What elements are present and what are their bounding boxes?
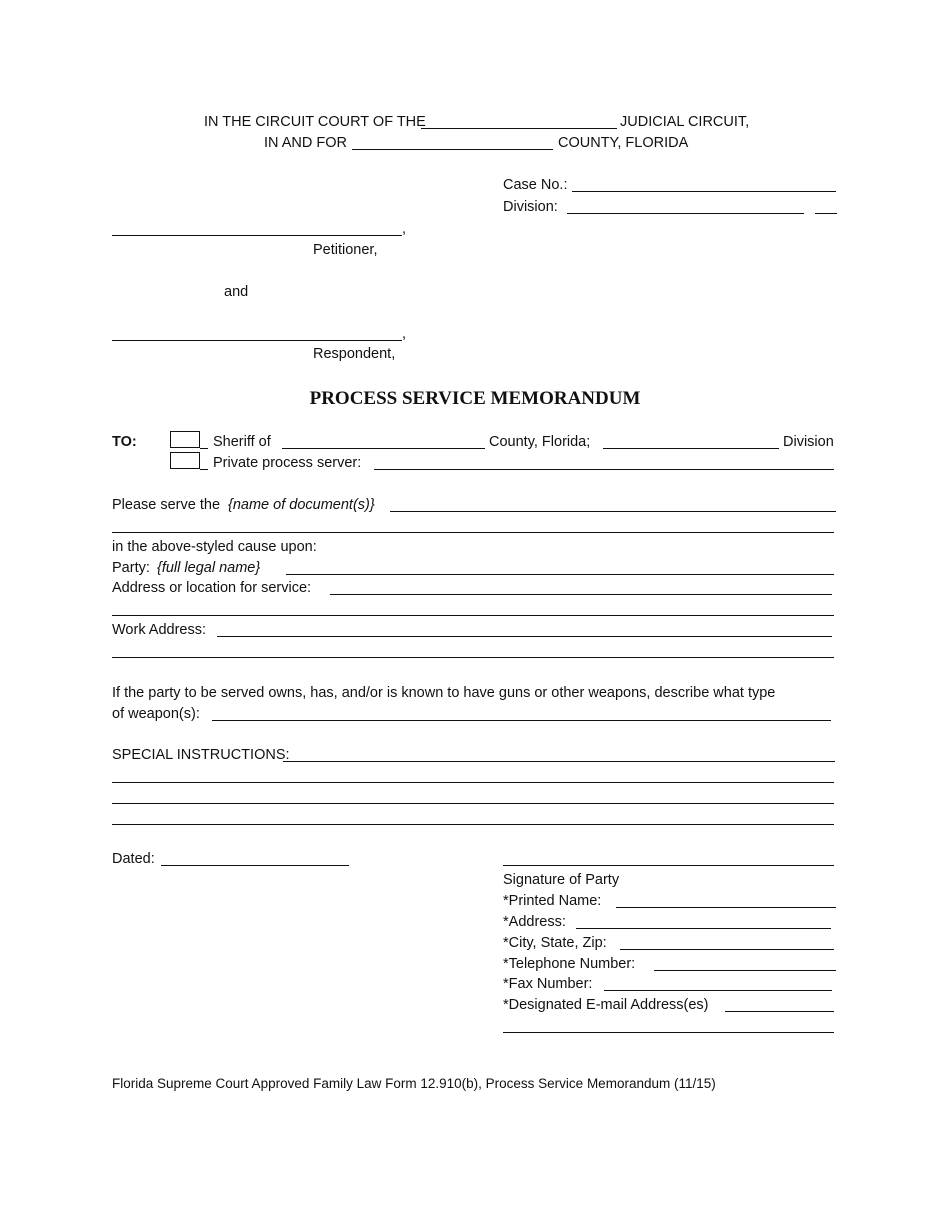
work-address-label: Work Address: — [112, 622, 207, 638]
weapons-question: If the party to be served owns, has, and/or is known to have guns or other weapons, describe what type — [112, 685, 776, 701]
petitioner-comma: , — [402, 221, 407, 237]
printed-name-blank[interactable] — [616, 907, 836, 908]
judicial-circuit-blank[interactable] — [421, 128, 617, 129]
signature-line[interactable] — [503, 865, 834, 866]
email-blank-2[interactable] — [503, 1032, 834, 1033]
signature-label: Signature of Party — [503, 872, 620, 888]
address-location-blank-2[interactable] — [112, 615, 834, 616]
party-name-blank[interactable] — [286, 574, 834, 575]
respondent-name-blank[interactable] — [112, 340, 402, 341]
court-suffix-label: JUDICIAL CIRCUIT, — [620, 114, 750, 130]
telephone-label: *Telephone Number: — [503, 956, 636, 972]
private-server-blank[interactable] — [374, 469, 834, 470]
address-location-label: Address or location for service: — [112, 580, 312, 596]
sheriff-checkbox[interactable] — [170, 431, 200, 448]
special-instructions-blank-2[interactable] — [112, 782, 834, 783]
address-blank[interactable] — [576, 928, 831, 929]
and-label: and — [224, 284, 249, 300]
county-blank[interactable] — [352, 149, 553, 150]
above-cause-label: in the above-styled cause upon: — [112, 539, 317, 555]
special-instructions-label: SPECIAL INSTRUCTIONS: — [112, 747, 290, 763]
petitioner-label: Petitioner, — [313, 242, 378, 258]
sheriff-county-blank[interactable] — [282, 448, 485, 449]
fax-label: *Fax Number: — [503, 976, 593, 992]
county-prefix-label: IN AND FOR — [264, 135, 347, 151]
respondent-comma: , — [402, 326, 407, 342]
document-blank[interactable] — [390, 511, 836, 512]
work-address-blank[interactable] — [217, 636, 832, 637]
dated-blank[interactable] — [161, 865, 349, 866]
court-prefix-label: IN THE CIRCUIT COURT OF THE — [204, 114, 426, 130]
special-instructions-blank-3[interactable] — [112, 803, 834, 804]
please-serve-label: Please serve the — [112, 497, 221, 513]
document-blank-2[interactable] — [112, 532, 834, 533]
telephone-blank[interactable] — [654, 970, 836, 971]
printed-name-label: *Printed Name: — [503, 893, 602, 909]
document-hint: {name of document(s)} — [228, 497, 375, 513]
sheriff-label: Sheriff of — [213, 434, 271, 450]
division-blank[interactable] — [567, 213, 804, 214]
city-state-zip-blank[interactable] — [620, 949, 834, 950]
division-word-label: Division — [783, 434, 834, 450]
form-footer: Florida Supreme Court Approved Family Law Form 12.910(b), Process Service Memorandum (11/15) — [112, 1076, 716, 1091]
weapons-type-label: of weapon(s): — [112, 706, 200, 722]
party-hint: {full legal name} — [157, 560, 261, 576]
work-address-blank-2[interactable] — [112, 657, 834, 658]
special-instructions-blank-4[interactable] — [112, 824, 834, 825]
petitioner-name-blank[interactable] — [112, 235, 402, 236]
county-florida-label: County, Florida; — [489, 434, 591, 450]
party-label: Party: — [112, 560, 150, 576]
private-server-label: Private process server: — [213, 455, 362, 471]
county-suffix-label: COUNTY, FLORIDA — [558, 135, 689, 151]
division-label: Division: — [503, 199, 558, 215]
private-server-checkbox[interactable] — [170, 452, 200, 469]
sheriff-division-blank[interactable] — [603, 448, 779, 449]
city-state-zip-label: *City, State, Zip: — [503, 935, 607, 951]
special-instructions-blank[interactable] — [283, 761, 835, 762]
fax-blank[interactable] — [604, 990, 832, 991]
sheriff-checkbox-tail — [200, 448, 208, 449]
division-blank-extra[interactable] — [815, 213, 837, 214]
private-checkbox-tail — [200, 469, 208, 470]
weapons-type-blank[interactable] — [212, 720, 831, 721]
email-label: *Designated E-mail Address(es) — [503, 997, 709, 1013]
dated-label: Dated: — [112, 851, 155, 867]
form-title: PROCESS SERVICE MEMORANDUM — [309, 388, 641, 409]
address-label: *Address: — [503, 914, 566, 930]
case-no-label: Case No.: — [503, 177, 568, 193]
respondent-label: Respondent, — [313, 346, 396, 362]
to-label: TO: — [112, 434, 137, 450]
case-no-blank[interactable] — [572, 191, 836, 192]
email-blank[interactable] — [725, 1011, 834, 1012]
address-location-blank[interactable] — [330, 594, 832, 595]
